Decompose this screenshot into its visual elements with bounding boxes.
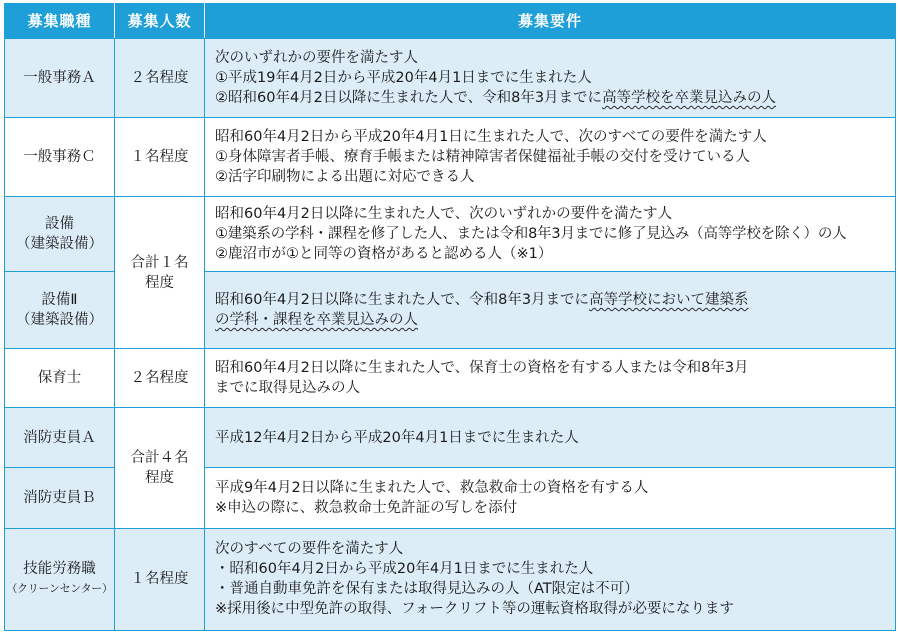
- table-header-row: [5, 4, 896, 39]
- req-line: ※申込の際に、救急救命士免許証の写しを添付: [215, 499, 518, 516]
- job-line: 設備Ⅱ: [41, 291, 78, 308]
- req-line: ・昭和60年4月2日から平成20年4月1日までに生まれた人: [215, 561, 594, 578]
- job-cell: 消防吏員Ｂ: [5, 467, 115, 528]
- job-cell: 一般事務Ｃ: [5, 117, 115, 197]
- req-line: 次のいずれかの要件を満たす人: [215, 49, 418, 66]
- req-line: 昭和60年4月2日以降に生まれた人で、次のいずれかの要件を満たす人: [215, 205, 673, 222]
- req-line: [215, 290, 889, 310]
- req-line: ①平成19年4月2日から平成20年4月1日までに生まれた人: [215, 69, 592, 86]
- job-cell: [5, 528, 115, 630]
- recruitment-table: [4, 3, 896, 631]
- count-cell: ２名程度: [115, 349, 205, 408]
- req-emphasis: の学科・課程を卒業見込みの人: [215, 311, 418, 328]
- req-line: 昭和60年4月2日から平成20年4月1日に生まれた人で、次のすべての要件を満たす人: [215, 128, 767, 145]
- header-count: 募集人数: [115, 4, 205, 39]
- req-line: ②活字印刷物による出題に対応できる人: [215, 168, 475, 185]
- count-cell: [115, 408, 205, 528]
- req-line: ※採用後に中型免許の取得、フォークリフト等の運転資格取得が必要になります: [215, 601, 734, 618]
- req-line: までに取得見込みの人: [215, 380, 360, 397]
- header-requirements: 募集要件: [205, 4, 896, 39]
- req-line: 平成9年4月2日以降に生まれた人で、救急救命士の資格を有する人: [215, 479, 649, 496]
- count-cell: １名程度: [115, 117, 205, 197]
- req-line: [215, 310, 889, 330]
- req-line: [215, 88, 889, 108]
- req-line: 平成12年4月2日から平成20年4月1日までに生まれた人: [215, 429, 579, 446]
- requirements-cell: [205, 349, 896, 408]
- count-line: 程度: [145, 274, 174, 291]
- count-line: 程度: [145, 470, 174, 487]
- job-cell: [5, 197, 115, 272]
- requirements-cell: [205, 39, 896, 118]
- count-cell: １名程度: [115, 528, 205, 630]
- req-line: ・普通自動車免許を保有または取得見込みの人（AT限定は不可）: [215, 581, 639, 598]
- table-row-nursery: [5, 349, 896, 408]
- table-row-facility: [5, 197, 896, 272]
- req-line: ①身体障害者手帳、療育手帳または精神障害者保健福祉手帳の交付を受けている人: [215, 148, 750, 165]
- req-line: 昭和60年4月2日以降に生まれた人で、保育士の資格を有する人または令和8年3月: [215, 360, 749, 377]
- requirements-cell: [205, 271, 896, 349]
- job-line: 技能労務職: [23, 561, 96, 578]
- table-row-labor: [5, 528, 896, 630]
- job-cell: [5, 271, 115, 349]
- table-row-general-c: [5, 117, 896, 197]
- req-text: 昭和60年4月2日以降に生まれた人で、令和8年3月までに: [215, 291, 590, 308]
- requirements-cell: [205, 117, 896, 197]
- count-line: 合計１名: [130, 254, 189, 271]
- job-line: （建築設備）: [16, 235, 103, 252]
- req-line: 次のすべての要件を満たす人: [215, 541, 404, 558]
- table-row-fire-a: [5, 408, 896, 467]
- req-emphasis: 高等学校を卒業見込みの人: [602, 89, 777, 106]
- count-cell: [115, 197, 205, 349]
- job-cell: 保育士: [5, 349, 115, 408]
- header-job: 募集職種: [5, 4, 115, 39]
- req-line: ②鹿沼市が①と同等の資格があると認める人（※1）: [215, 245, 553, 262]
- req-text: ②昭和60年4月2日以降に生まれた人で、令和8年3月までに: [215, 89, 603, 106]
- job-line: （建築設備）: [16, 311, 103, 328]
- job-cell: 一般事務Ａ: [5, 39, 115, 118]
- job-line: （クリーンセンター）: [6, 582, 113, 596]
- table-row-general-a: [5, 39, 896, 118]
- req-line: ①建築系の学科・課程を修了した人、または令和8年3月までに修了見込み（高等学校を除く）の人: [215, 225, 847, 242]
- requirements-cell: [205, 197, 896, 272]
- requirements-cell: [205, 528, 896, 630]
- requirements-cell: [205, 408, 896, 467]
- count-cell: ２名程度: [115, 39, 205, 118]
- job-line: 設備: [45, 215, 74, 232]
- count-line: 合計４名: [130, 450, 189, 467]
- job-cell: 消防吏員Ａ: [5, 408, 115, 467]
- req-emphasis: 高等学校において建築系: [589, 291, 749, 308]
- requirements-cell: [205, 467, 896, 528]
